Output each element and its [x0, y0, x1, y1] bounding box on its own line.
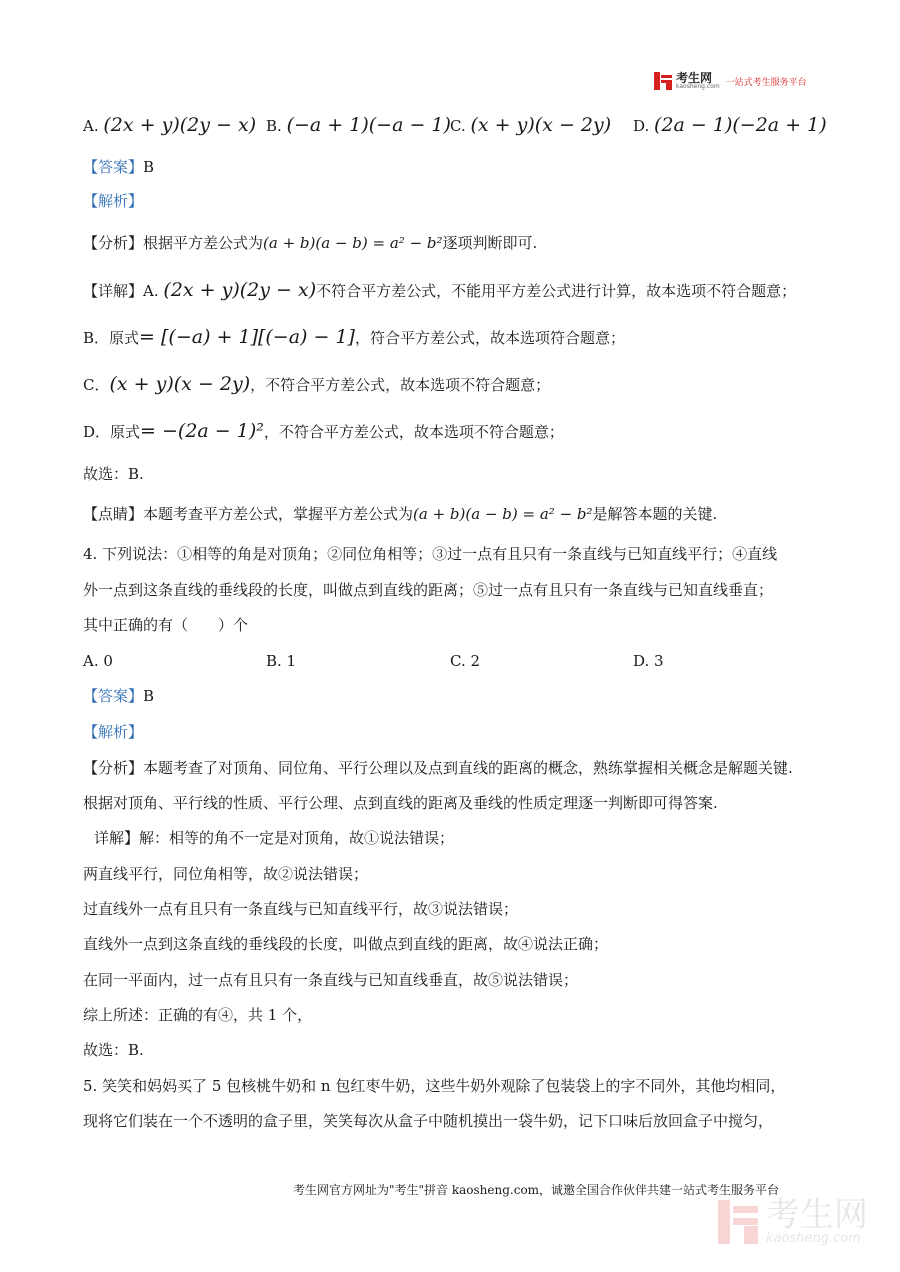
watermark-name: 考生网 [766, 1195, 868, 1235]
q4-detail-line5: 在同一平面内，过一点有且只有一条直线与已知直线垂直，故⑤说法错误； [83, 971, 579, 989]
q4-detail-line2: 两直线平行，同位角相等，故②说法错误； [83, 865, 369, 883]
q4-detail-line4: 直线外一点到这条直线的垂线段的长度，叫做点到直线的距离，故④说法正确； [83, 935, 609, 953]
q3-detail-c: C．(x + y)(x − 2y)，不符合平方差公式，故本选项不符合题意； [83, 373, 551, 395]
q4-answer: 【答案】B [83, 687, 155, 705]
q4-detail-line3: 过直线外一点有且只有一条直线与已知直线平行，故③说法错误； [83, 900, 519, 918]
site-logo [654, 72, 807, 90]
q4-analysis-line2: 根据对顶角、平行线的性质、平行公理、点到直线的距离及垂线的性质定理逐一判断即可得答案. [83, 794, 718, 812]
q4-stem-line2: 外一点到这条直线的垂线段的长度，叫做点到直线的距离；⑤过一点有且只有一条直线与已知直线垂直； [83, 581, 774, 599]
q4-option-c: C. 2 [450, 652, 481, 670]
q3-option-b: B. (−a + 1)(−a − 1) [266, 114, 451, 136]
watermark [718, 1195, 868, 1246]
logo-name: 考生网 [676, 71, 713, 85]
q4-stem-line3: 其中正确的有（ ）个 [83, 616, 249, 634]
q4-stem-line1: 4. 下列说法：①相等的角是对顶角；②同位角相等；③过一点有且只有一条直线与已知直线平行；④直线 [83, 545, 778, 563]
q3-option-d: D. (2a − 1)(−2a + 1) [633, 114, 827, 136]
q3-option-a: A. (2x + y)(2y − x) [83, 114, 257, 136]
q3-detail-b: B．原式= [(−a) + 1][(−a) − 1]，符合平方差公式，故本选项符合题意； [83, 326, 625, 348]
q4-option-d: D. 3 [633, 652, 664, 670]
q4-analysis-line1: 【分析】本题考查了对顶角、同位角、平行公理以及点到直线的距离的概念，熟练掌握相关概念是解题关键. [83, 759, 793, 777]
q4-detail-line1: 详解】解：相等的角不一定是对顶角，故①说法错误； [94, 829, 455, 847]
q3-analysis: 【分析】根据平方差公式为(a + b)(a − b) = a² − b²逐项判断即可. [83, 234, 538, 252]
footer-text: 考生网官方网址为"考生"拼音 kaosheng.com，诚邀全国合作伙伴共建一站式考生服务平台 [293, 1183, 780, 1197]
q5-stem-line1: 5. 笑笑和妈妈买了 5 包核桃牛奶和 n 包红枣牛奶，这些牛奶外观除了包装袋上的字不同外，其他均相同， [83, 1077, 786, 1095]
kaosheng-logo-icon [654, 72, 672, 90]
q4-option-b: B. 1 [266, 652, 297, 670]
q4-conclusion: 故选：B. [83, 1041, 144, 1059]
q3-detail-a: 【详解】A. (2x + y)(2y − x)不符合平方差公式，不能用平方差公式进行计算，故本选项不符合题意； [83, 279, 797, 301]
q3-answer: 【答案】B [83, 158, 155, 176]
kaosheng-watermark-icon [718, 1200, 758, 1244]
q5-stem-line2: 现将它们装在一个不透明的盒子里，笑笑每次从盒子中随机摸出一袋牛奶，记下口味后放回盒子中搅匀， [83, 1112, 774, 1130]
q3-detail-d: D．原式= −(2a − 1)²，不符合平方差公式，故本选项不符合题意； [83, 420, 564, 442]
watermark-domain: kaosheng.com [766, 1231, 861, 1246]
logo-domain: kaosheng.com [676, 83, 720, 90]
q3-option-c: C. (x + y)(x − 2y) [450, 114, 612, 136]
q4-jiexi-heading: 【解析】 [83, 723, 144, 741]
header-slogan: 一站式考生服务平台 [725, 77, 807, 88]
q3-conclusion: 故选：B. [83, 465, 144, 483]
q3-key-point: 【点睛】本题考查平方差公式，掌握平方差公式为(a + b)(a − b) = a² − b²是解答本题的关键. [83, 505, 718, 523]
q4-option-a: A. 0 [83, 652, 113, 670]
q4-detail-line6: 综上所述：正确的有④，共 1 个， [83, 1006, 313, 1024]
q3-jiexi-heading: 【解析】 [83, 192, 144, 210]
